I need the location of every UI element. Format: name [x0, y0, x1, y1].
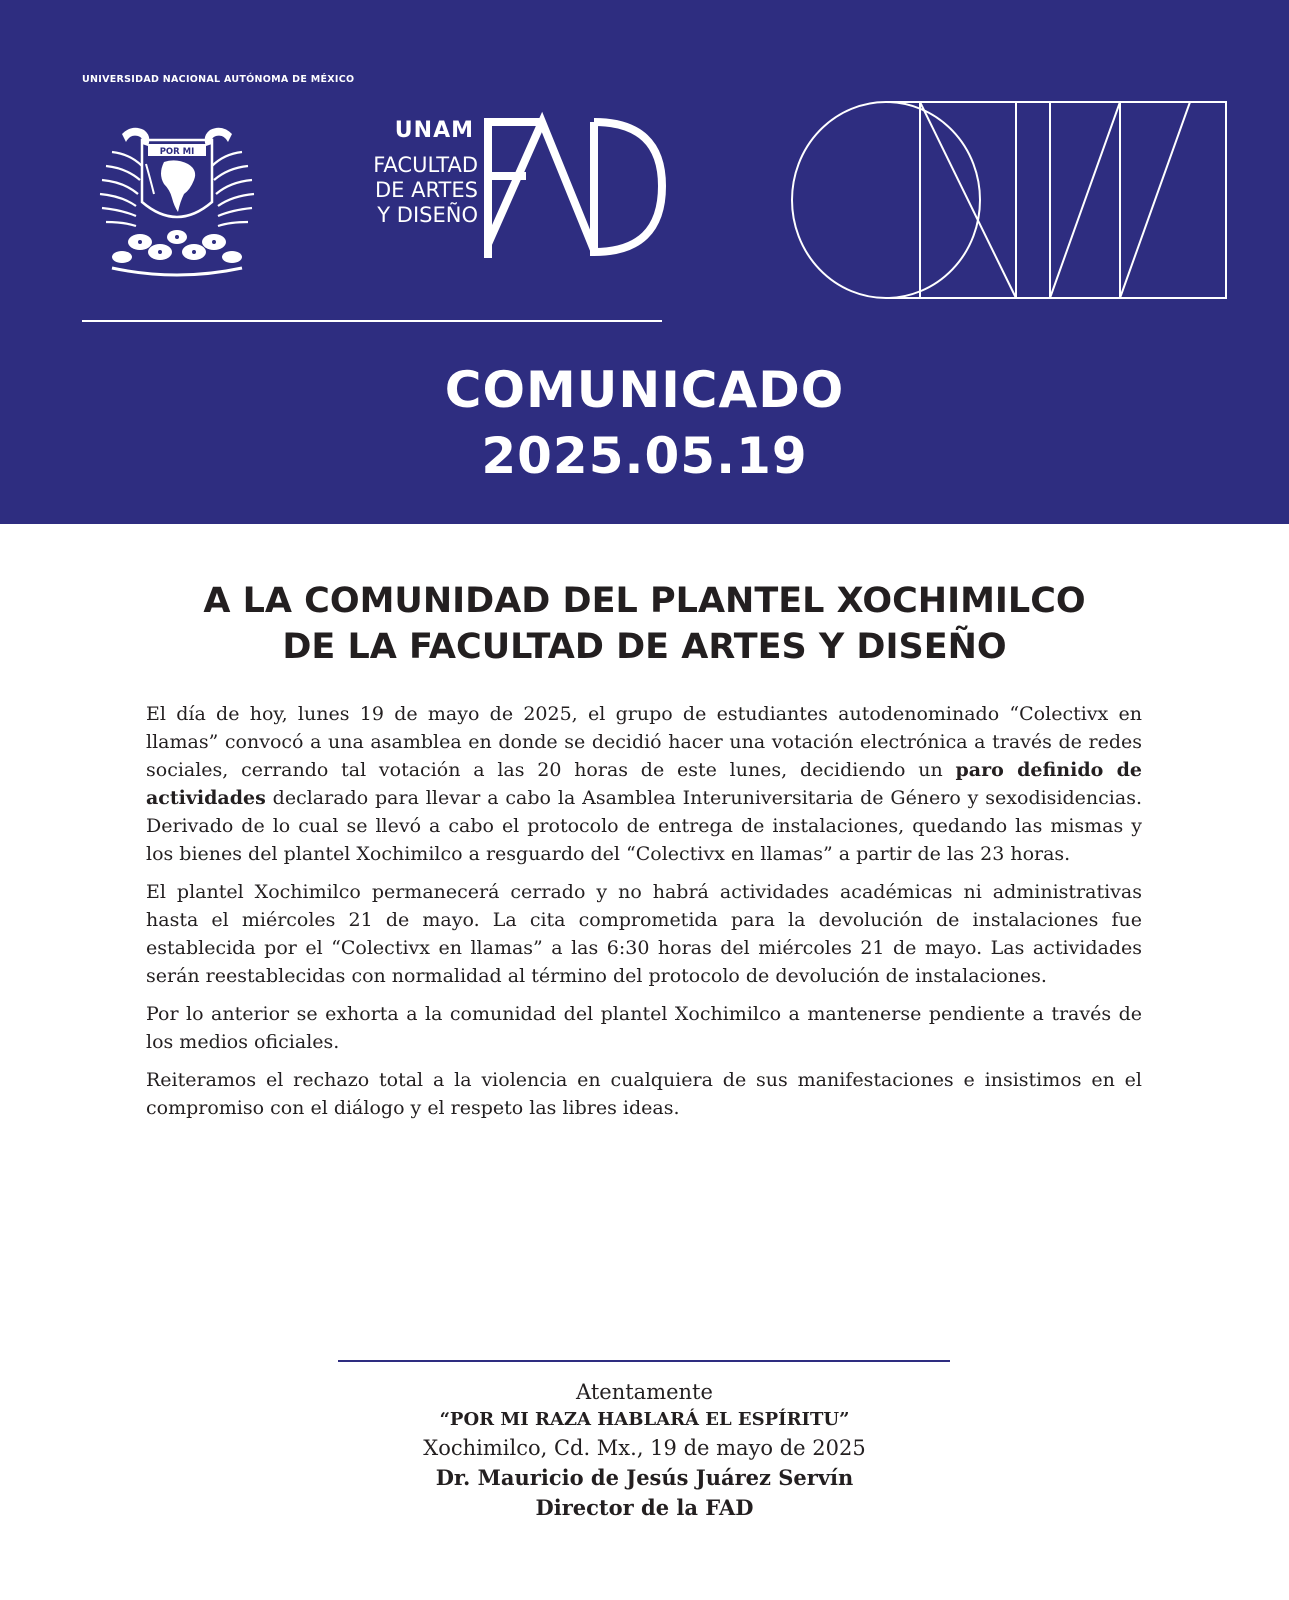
title-date: 2025.05.19 [481, 427, 808, 485]
paragraph-3: Por lo anterior se exhorta a la comunidad del plantel Xochimilco a mantenerse pendiente a través de los medios oficiales. [146, 1003, 1142, 1053]
signature-block [0, 1377, 1289, 1523]
header-banner [0, 0, 1289, 524]
fad-monogram-logo [482, 116, 666, 258]
header-divider [82, 320, 662, 322]
logo-line-3: Y DISEÑO [377, 203, 478, 227]
paragraph-1: El día de hoy, lunes 19 de mayo de 2025, el grupo de estudiantes autodenominado “Colectivx en llamas” convocó a una asamblea en donde se decidió hacer una votación electrónica a través de redes sociales, cerrando tal votación a las 20 horas de este lunes, decidiendo un paro definido de actividades declarado para llevar a cabo la Asamblea Interuniversitaria de Género y sexodisidencias. Derivado de lo cual se llevó a cabo el protocolo de entrega de instalaciones, quedando las mismas y los bienes del plantel Xochimilco a resguardo del “Colectivx en llamas” a partir de las 23 horas. [146, 703, 1142, 865]
heading-line-1: A LA COMUNIDAD DEL PLANTEL XOCHIMILCO [203, 581, 1086, 621]
logo-unam: UNAM [394, 118, 474, 143]
document-heading [0, 578, 1289, 670]
document-body [146, 700, 1142, 1132]
paragraph-4: Reiteramos el rechazo total a la violencia en cualquiera de sus manifestaciones e insistimos en el compromiso con el diálogo y el respeto las libres ideas. [146, 1069, 1142, 1119]
unam-seal-logo [82, 74, 355, 280]
title-text: COMUNICADO [444, 361, 845, 419]
heading-line-2: DE LA FACULTAD DE ARTES Y DISEÑO [282, 627, 1007, 667]
motto: “POR MI RAZA HABLARÁ EL ESPÍRITU” [439, 1409, 850, 1430]
logo-line-2: DE ARTES [375, 178, 478, 202]
signer-name: Dr. Mauricio de Jesús Juárez Servín [435, 1465, 854, 1490]
paragraph-2: El plantel Xochimilco permanecerá cerrado y no habrá actividades académicas ni administrativas hasta el miércoles 21 de mayo. La cita comprometida para la devolución de instalaciones fue establecida por el “Colectivx en llamas” a las 6:30 horas del miércoles 21 de mayo. Las actividades serán reestablecidas con normalidad al término del protocolo de devolución de instalaciones. [146, 881, 1142, 987]
place-date: Xochimilco, Cd. Mx., 19 de mayo de 2025 [423, 1436, 866, 1460]
logo-line-1: FACULTAD [373, 153, 478, 177]
emphasis-text: paro definido de actividades [146, 759, 1142, 809]
communique-title [0, 357, 1289, 489]
signer-role: Director de la FAD [535, 1495, 754, 1520]
seal-arc-text: UNIVERSIDAD NACIONAL AUTÓNOMA DE MÉXICO [82, 74, 355, 85]
closing: Atentamente [576, 1380, 713, 1404]
onv-geometric-logo [790, 100, 1228, 300]
signature-divider [338, 1360, 950, 1362]
fad-logo-text [350, 118, 478, 228]
seal-motto-top: POR MI [159, 147, 195, 157]
